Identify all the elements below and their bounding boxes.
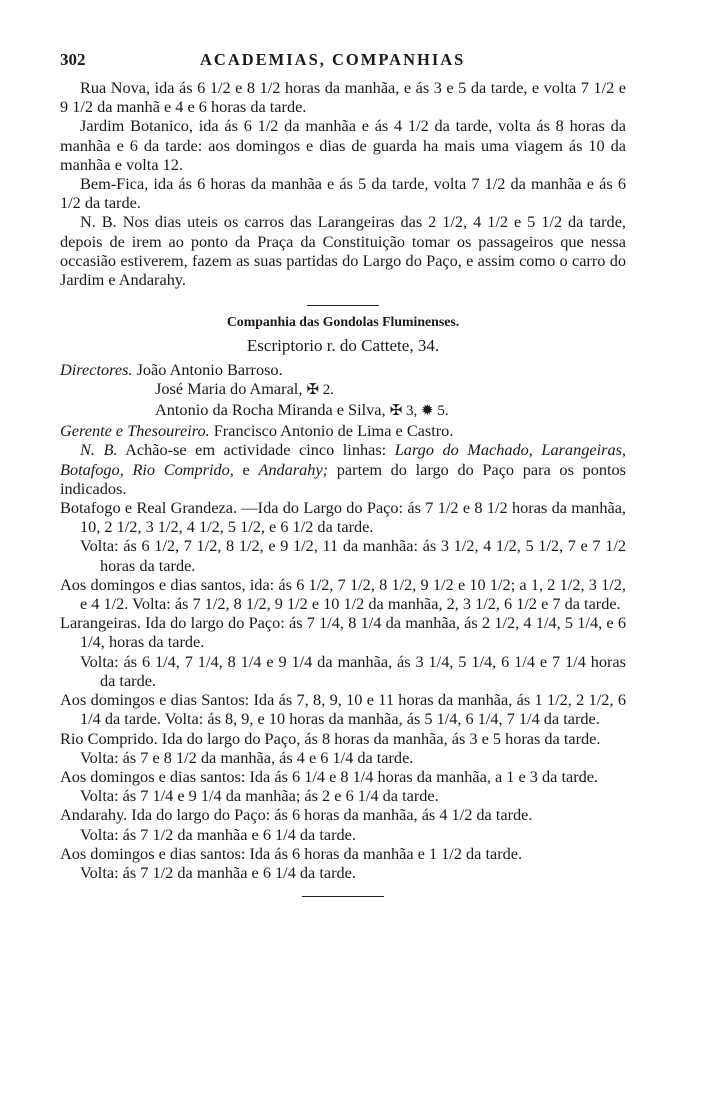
intro-note: N. B. Nos dias uteis os carros das Larangeiras das 2 1/2, 4 1/2 e 5 1/2 da tarde, depois de irem ao ponto da Praça da Constituição tomar os passageiros que nessa occasião estiverem, fazem as suas partidas do Largo do Paço, e assim como o carro do Jardim e Andarahy. bbox=[60, 212, 626, 290]
directors-label: Directores. bbox=[60, 359, 133, 379]
director-entry bbox=[60, 360, 626, 379]
running-header bbox=[60, 50, 625, 76]
directors-block bbox=[60, 360, 626, 441]
route-schedule: Larangeiras. Ida do largo do Paço: ás 7 1/4, 8 1/4 da manhãa, ás 2 1/2, 4 1/4, 5 1/4, e 6 1/4, horas da tarde. bbox=[60, 613, 626, 652]
timetable bbox=[60, 498, 626, 882]
return-schedule: Volta: ás 7 1/2 da manhãa e 6 1/4 da tarde. bbox=[80, 862, 356, 882]
order-mark: ✠ 3, ✹ 5. bbox=[389, 403, 449, 420]
company-note bbox=[60, 440, 626, 498]
intro-paragraph: Jardim Botanico, ida ás 6 1/2 da manhãa e ás 4 1/2 da tarde, volta ás 8 horas da manhãa e 6 da tarde: aos domingos e dias de guarda ha mais uma viagem ás 10 da manhãa e volta 12. bbox=[60, 116, 626, 174]
company-heading: Companhia das Gondolas Fluminenses. bbox=[226, 314, 460, 330]
route-schedule: Aos domingos e dias santos: Ida ás 6 1/4 e 8 1/4 horas da manhãa, a 1 e 3 da tarde. bbox=[60, 766, 599, 786]
director-name: Antonio da Rocha Miranda e Silva, bbox=[155, 400, 386, 420]
route-schedule: Aos domingos e dias santos: Ida ás 6 horas da manhãa e 1 1/2 da tarde. bbox=[60, 843, 523, 863]
order-mark: ✠ 2. bbox=[306, 381, 335, 398]
manager-entry bbox=[60, 421, 626, 440]
route-schedule: Rio Comprido. Ida do largo do Paço, ás 8 horas da manhãa, ás 3 e 5 horas da tarde. bbox=[60, 728, 601, 748]
route-schedule: Aos domingos e dias Santos: Ida ás 7, 8, 9, 10 e 11 horas da manhãa, ás 1 1/2, 2 1/2, 6 1/4 da tarde. Volta: ás 8, 9, e 10 horas da manhãa, ás 5 1/4, 6 1/4, 7 1/4 da tarde. bbox=[60, 690, 626, 729]
route-schedule: Andarahy. Ida do largo do Paço: ás 6 horas da manhãa, ás 4 1/2 da tarde. bbox=[60, 805, 533, 825]
return-schedule: Volta: ás 6 1/4, 7 1/4, 8 1/4 e 9 1/4 da manhãa, ás 3 1/4, 5 1/4, 6 1/4 e 7 1/4 horas da tarde. bbox=[80, 651, 626, 690]
return-schedule: Volta: ás 7 1/2 da manhãa e 6 1/4 da tarde. bbox=[80, 824, 356, 844]
route-schedule: Aos domingos e dias santos, ida: ás 6 1/2, 7 1/2, 8 1/2, 9 1/2 e 10 1/2; a 1, 2 1/2, 3 1/2, e 4 1/2. Volta: ás 7 1/2, 8 1/2, 9 1/2 e 10 1/2 da manhãa, 2, 3 1/2, 6 1/2 e 7 da tarde. bbox=[60, 574, 626, 614]
page-body bbox=[60, 78, 626, 897]
route-schedule: Botafogo e Real Grandeza. —Ida do Largo do Paço: ás 7 1/2 e 8 1/2 horas da manhãa, 10, 2 1/2, 3 1/2, 4 1/2, 5 1/2, e 6 1/2 da tarde. bbox=[60, 498, 626, 537]
note-text: partem do largo do Paço para os pontos indicados. bbox=[60, 459, 626, 498]
company-office: Escriptorio r. do Cattete, 34. bbox=[246, 336, 440, 356]
end-divider bbox=[302, 896, 384, 897]
director-name: José Maria do Amaral, bbox=[155, 378, 303, 398]
note-text: Achão-se em actividade cinco linhas: bbox=[125, 440, 387, 460]
intro-paragraph: Bem-Fica, ida ás 6 horas da manhãa e ás 5 da tarde, volta 7 1/2 da manhãa e ás 6 1/2 da tarde. bbox=[60, 174, 626, 213]
note-conjunction: e bbox=[242, 459, 250, 479]
director-entry bbox=[60, 379, 626, 400]
manager-label: Gerente e Thesoureiro. bbox=[60, 421, 210, 441]
manager-name: Francisco Antonio de Lima e Castro. bbox=[213, 421, 454, 441]
section-divider bbox=[307, 305, 379, 306]
return-schedule: Volta: ás 7 1/4 e 9 1/4 da manhãa; ás 2 e 6 1/4 da tarde. bbox=[80, 786, 439, 806]
note-lines: Largo do Machado, Larangeiras, Botafogo, Rio Comprido, bbox=[60, 440, 626, 479]
note-last-line: Andarahy; bbox=[258, 459, 329, 479]
running-title: ACADEMIAS, COMPANHIAS bbox=[200, 50, 466, 69]
return-schedule: Volta: ás 6 1/2, 7 1/2, 8 1/2, e 9 1/2, 11 da manhãa: ás 3 1/2, 4 1/2, 5 1/2, 7 e 7 1/2 horas da tarde. bbox=[80, 536, 626, 575]
director-entry bbox=[60, 400, 626, 421]
intro-paragraph: Rua Nova, ida ás 6 1/2 e 8 1/2 horas da manhãa, e ás 3 e 5 da tarde, e volta 7 1/2 e 9 1/2 da manhã e 4 e 6 horas da tarde. bbox=[60, 78, 626, 117]
director-name: João Antonio Barroso. bbox=[136, 359, 283, 379]
note-label: N. B. bbox=[80, 440, 118, 460]
page-number: 302 bbox=[60, 50, 86, 69]
return-schedule: Volta: ás 7 e 8 1/2 da manhãa, ás 4 e 6 1/4 da tarde. bbox=[80, 747, 414, 767]
